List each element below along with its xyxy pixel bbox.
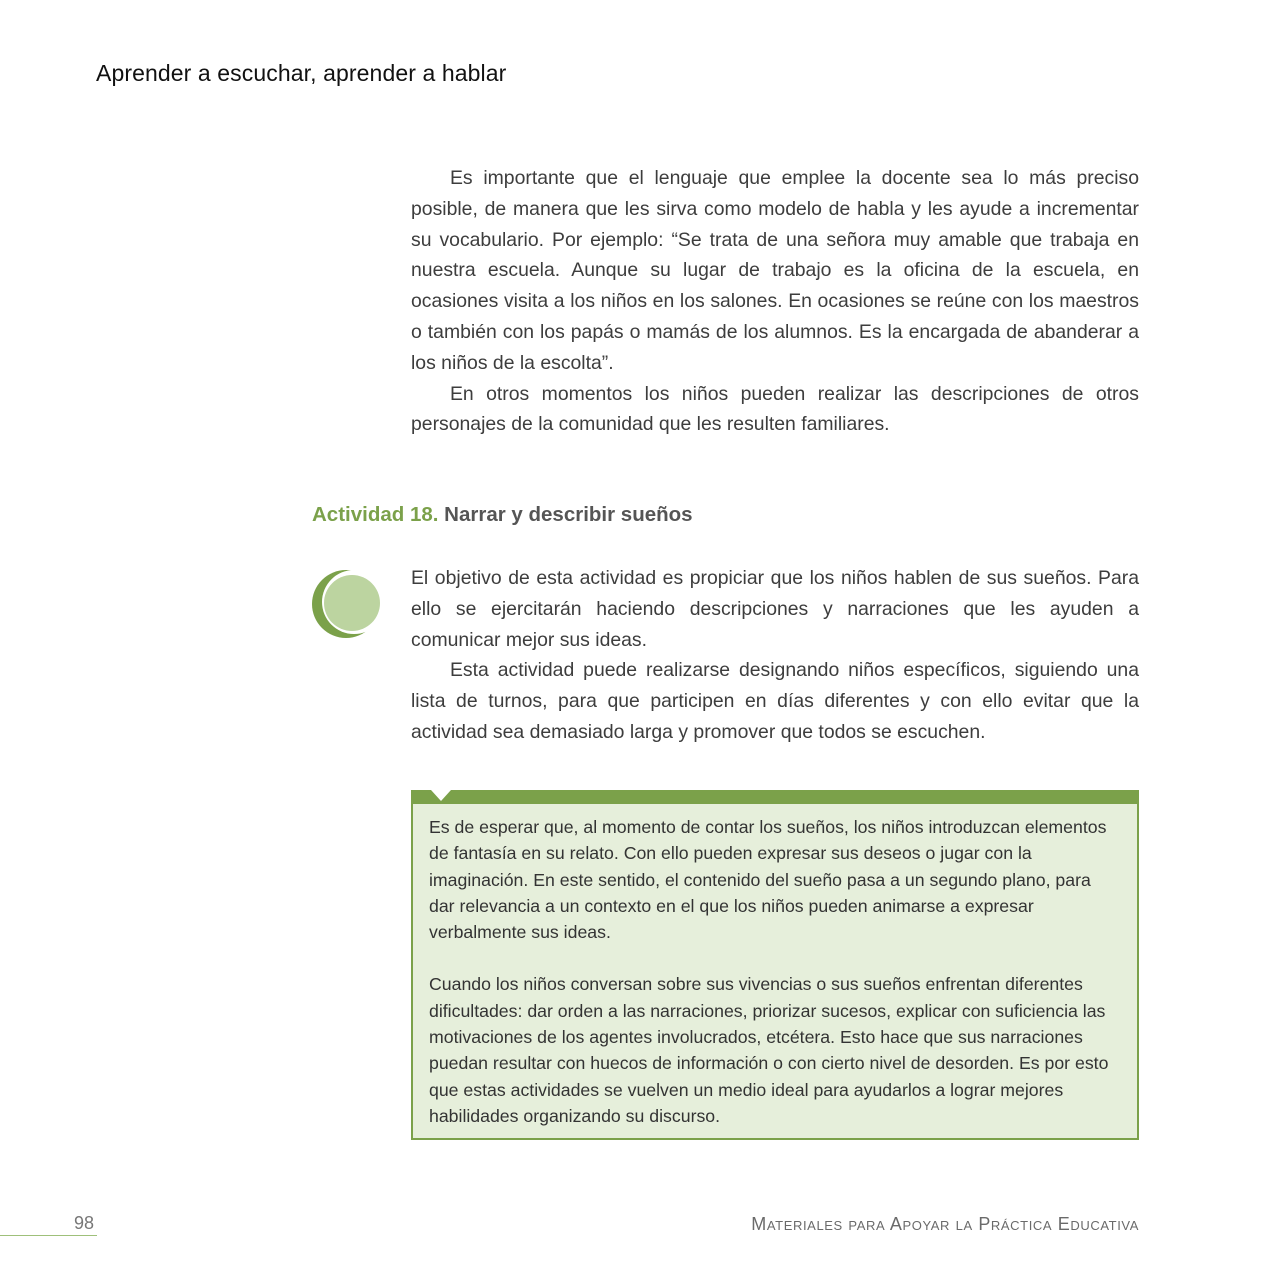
note-notch [431,790,451,801]
activity-paragraph: Esta actividad puede realizarse designando niños específicos, siguiendo una lista de turnos, para que participen en días diferentes y con ello evitar que la actividad sea demasiado larga y promover que todos se escuchen. [411,659,1139,743]
intro-paragraph: En otros momentos los niños pueden realizar las descripciones de otros personajes de la comunidad que les resulten familiares. [411,382,1139,436]
intro-text [411,163,1139,440]
page-number: 98 [74,1213,95,1233]
activity-heading [312,503,693,527]
note-paragraph: Es de esperar que, al momento de contar los sueños, los niños introduzcan elementos de fantasía en su relato. Con ello pueden expresar sus deseos o jugar con la imaginación. En este sentido, el contenido del sueño pasa a un segundo plano, para dar relevancia a un contexto en el que los niños pueden animarse a expresar verbalmente sus ideas. [429,817,1107,943]
page-header-title: Aprender a escuchar, aprender a hablar [96,60,507,86]
activity-paragraph: El objetivo de esta actividad es propiciar que los niños hablen de sus sueños. Para ello se ejercitarán haciendo descripciones y narraciones que les ayuden a comunicar mejor sus ideas. [411,567,1139,651]
note-paragraph: Cuando los niños conversan sobre sus vivencias o sus sueños enfrentan diferentes dificultades: dar orden a las narraciones, priorizar sucesos, explicar con suficiencia las motivaciones de los agentes involucrados, etcétera. Esto hace que sus narraciones puedan resultar con huecos de información o con cierto nivel de desorden. Es por esto que estas actividades se vuelven un medio ideal para ayudarlos a lograr mejores habilidades organizando su discurso. [429,974,1109,1126]
note-text [429,814,1119,1155]
note-box [411,790,1139,1140]
footer-divider [0,1235,97,1236]
activity-number: Actividad 18. [312,503,439,526]
footer-series-title: Materiales para Apoyar la Práctica Educativa [751,1214,1139,1234]
intro-paragraph: Es importante que el lenguaje que emplee la docente sea lo más preciso posible, de manera que les sirva como modelo de habla y les ayude a incrementar su vocabulario. Por ejemplo: “Se trata de una señora muy amable que trabaja en nuestra escuela. Aunque su lugar de trabajo es la oficina de la escuela, en ocasiones visita a los niños en los salones. En ocasiones se reúne con los maestros o también con los papás o mamás de los alumnos. Es la encargada de abanderar a los niños de la escolta”. [411,167,1139,374]
activity-text [411,563,1139,748]
circle-icon [310,568,390,640]
activity-title: Narrar y describir sueños [444,503,693,526]
